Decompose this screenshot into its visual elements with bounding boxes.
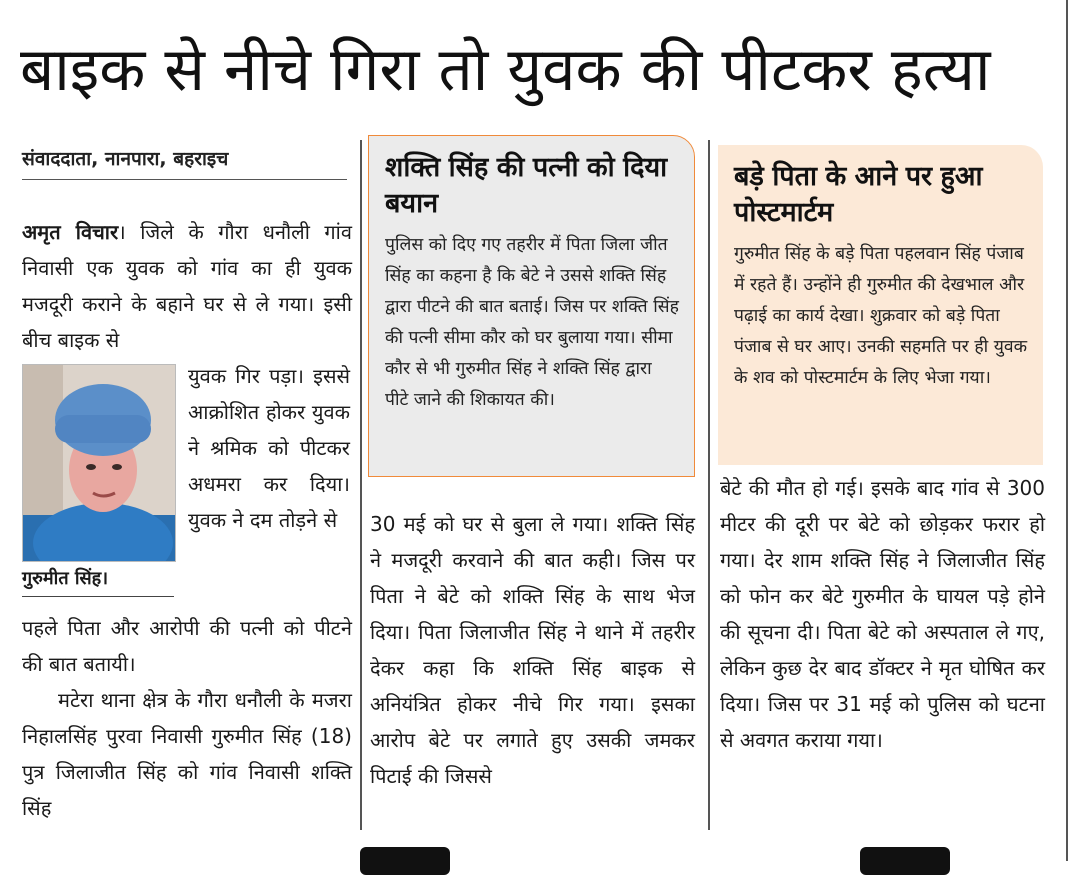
sidebar-box-statement (368, 135, 695, 477)
article-column-3: बेटे की मौत हो गई। इसके बाद गांव से 300 मीटर की दूरी पर बेटे को छोड़कर फरार हो गया। देर शाम शक्ति सिंह ने जिलाजीत सिंह को फोन कर बेटे गुरुमीत के घायल पड़े होने की सूचना दी। पिता बेटे को अस्पताल ले गए, लेकिन कुछ देर बाद डॉक्टर ने मृत घोषित कर दिया। जिस पर 31 मई को पुलिस को घटना से अवगत कराया गया। (720, 476, 1045, 752)
headline: बाइक से नीचे गिरा तो युवक की पीटकर हत्या (20, 35, 991, 105)
lead-source: अमृत विचार (22, 220, 119, 244)
next-headline-fragment (860, 847, 950, 875)
lead-text: । जिले के गौरा धनौली गांव निवासी एक युवक को गांव का ही युवक मजदूरी कराने के बहाने घर से ले गया। इसी बीच बाइक से (22, 220, 352, 352)
photo-caption: गुरुमीत सिंह। (22, 566, 174, 597)
sidebar-box-postmortem (718, 145, 1043, 465)
byline: संवाददाता, नानपारा, बहराइच (22, 145, 347, 180)
sidebar-box-statement-title: शक्ति सिंह की पत्नी को दिया बयान (385, 152, 668, 219)
article-continue-text: पहले पिता और आरोपी की पत्नी को पीटने की बात बतायी। (22, 616, 352, 676)
article-lead (22, 214, 352, 358)
sidebar-box-postmortem-title: बड़े पिता के आने पर हुआ पोस्टमार्टम (734, 161, 983, 228)
article-wrap-text: युवक गिर पड़ा। इससे आक्रोशित होकर युवक ने श्रमिक को पीटकर अधमरा कर दिया। युवक ने दम तोड़ने से (188, 364, 350, 532)
sidebar-box-statement-text: पुलिस को दिए गए तहरीर में पिता जिला जीत सिंह का कहना है कि बेटे ने उससे शक्ति सिंह द्वारा पीटने की बात बताई। जिस पर शक्ति सिंह की पत्नी सीमा कौर को घर बुलाया गया। सीमा कौर से भी गुरुमीत सिंह ने शक्ति सिंह द्वारा पीटे जाने की शिकायत की। (385, 235, 679, 410)
article-column-2: 30 मई को घर से बुला ले गया। शक्ति सिंह ने मजदूरी करवाने की बात कही। जिस पर पिता ने बेटे को शक्ति सिंह के साथ भेज दिया। पिता जिलाजीत सिंह ने थाने में तहरीर देकर कहा कि शक्ति सिंह बाइक से अनियंत्रित होकर नीचे गिर गया। इसका आरोप बेटे पर लगाते हुए उसकी जमकर पिटाई की जिससे (370, 512, 695, 788)
article-column-1-bottom (22, 610, 352, 826)
victim-photo (22, 364, 176, 562)
sidebar-box-postmortem-text: गुरुमीत सिंह के बड़े पिता पहलवान सिंह पंजाब में रहते हैं। उन्होंने ही गुरुमीत की देखभाल और पढ़ाई का कार्य देखा। शुक्रवार को बड़े पिता पंजाब से घर आए। उनकी सहमति पर ही युवक के शव को पोस्टमार्टम के लिए भेजा गया। (734, 244, 1028, 388)
portrait-illustration (23, 365, 175, 561)
article-paragraph-2: मटेरा थाना क्षेत्र के गौरा धनौली के मजरा निहालसिंह पुरवा निवासी गुरुमीत सिंह (18) पुत्र जिलाजीत सिंह को गांव निवासी शक्ति सिंह (22, 688, 352, 820)
column-divider (708, 140, 710, 830)
right-page-edge (1066, 0, 1068, 861)
next-headline-fragment (360, 847, 450, 875)
column-divider (360, 140, 362, 830)
